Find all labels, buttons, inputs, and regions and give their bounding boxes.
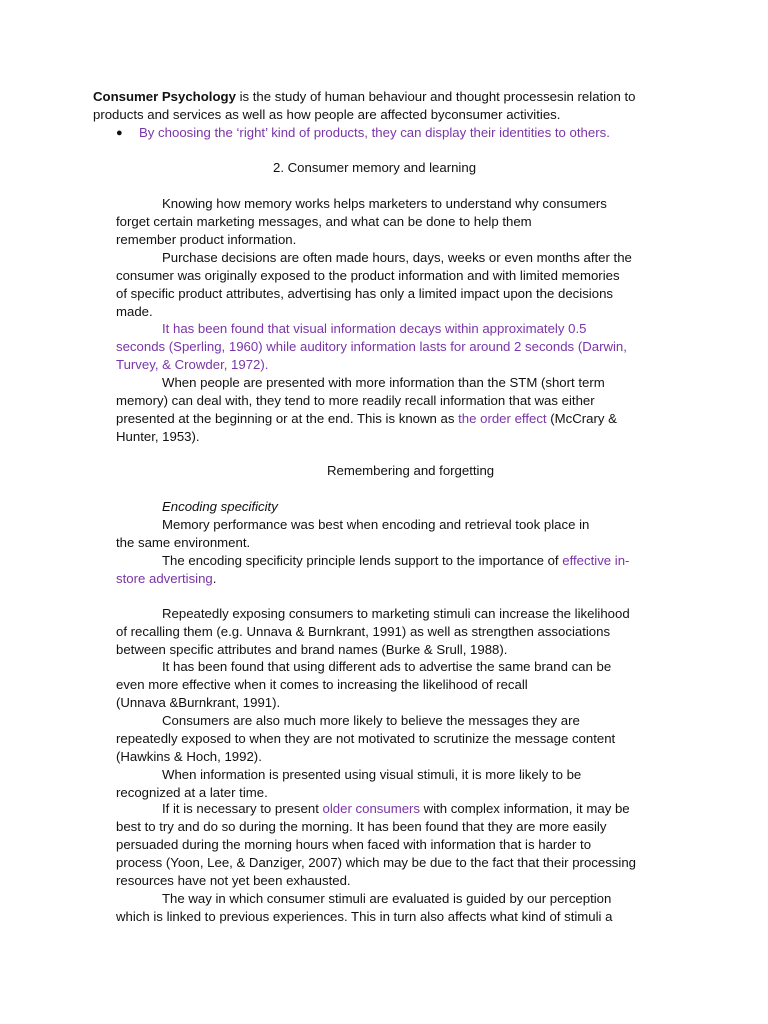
paragraph-line: It has been found that using different ads to advertise the same brand can be (162, 659, 612, 674)
paragraph-line: which is linked to previous experiences. This in turn also affects what kind of stimuli a (116, 909, 613, 924)
intro-term: Consumer Psychology (93, 89, 236, 104)
paragraph-line: Knowing how memory works helps marketers to understand why consumers (162, 196, 607, 211)
text-span: The encoding specificity principle lends support to the importance of (162, 553, 563, 568)
intro-line-2: products and services as well as how people are affected byconsumer activities. (93, 107, 561, 122)
paragraph-line: Memory performance was best when encoding and retrieval took place in (162, 517, 590, 532)
paragraph-line: Repeatedly exposing consumers to marketing stimuli can increase the likelihood (162, 606, 630, 621)
intro-text: is the study of human behaviour and thought processesin relation to (235, 89, 636, 104)
paragraph-line (116, 410, 617, 428)
bullet-text: By choosing the ‘right’ kind of products, they can display their identities to others. (139, 125, 610, 140)
paragraph-line: made. (116, 304, 153, 319)
text-span: with complex information, it may be (420, 801, 630, 816)
older-consumers-link[interactable]: older consumers (322, 801, 421, 816)
text-span: If it is necessary to present (162, 801, 323, 816)
paragraph-line: When information is presented using visual stimuli, it is more likely to be (162, 767, 582, 782)
highlight-line: It has been found that visual information decays within approximately 0.5 (162, 321, 587, 336)
order-effect-link[interactable]: the order effect (458, 411, 547, 426)
instore-advertising-link[interactable]: store advertising (116, 571, 213, 586)
section-heading: Remembering and forgetting (327, 463, 495, 478)
text-span: presented at the beginning or at the end. This is known as (116, 411, 459, 426)
paragraph-line: Consumers are also much more likely to believe the messages they are (162, 713, 580, 728)
paragraph-line: of recalling them (e.g. Unnava & Burnkrant, 1991) as well as strengthen associations (116, 624, 611, 639)
instore-advertising-link[interactable]: effective in- (562, 553, 630, 568)
paragraph-line: of specific product attributes, advertising has only a limited impact upon the decisions (116, 286, 613, 301)
highlight-line: Turvey, & Crowder, 1972). (116, 357, 269, 372)
paragraph-line: remember product information. (116, 232, 297, 247)
subheading: Encoding specificity (162, 499, 278, 514)
paragraph-line: best to try and do so during the morning. It has been found that they are more easily (116, 819, 607, 834)
paragraph-line: resources have not yet been exhausted. (116, 873, 351, 888)
paragraph-line: When people are presented with more information than the STM (short term (162, 375, 605, 390)
paragraph-line: The way in which consumer stimuli are evaluated is guided by our perception (162, 891, 612, 906)
paragraph-line: (Unnava &Burnkrant, 1991). (116, 695, 281, 710)
paragraph-line: between specific attributes and brand names (Burke & Srull, 1988). (116, 642, 508, 657)
paragraph-line: process (Yoon, Lee, & Danziger, 2007) which may be due to the fact that their processing (116, 855, 636, 870)
text-span: . (212, 571, 217, 586)
paragraph-line: repeatedly exposed to when they are not motivated to scrutinize the message content (116, 731, 616, 746)
paragraph-line: Purchase decisions are often made hours, days, weeks or even months after the (162, 250, 632, 265)
paragraph-line: (Hawkins & Hoch, 1992). (116, 749, 262, 764)
intro-line-1 (93, 88, 635, 106)
text-span: (McCrary & (546, 411, 617, 426)
paragraph-line: even more effective when it comes to increasing the likelihood of recall (116, 677, 528, 692)
paragraph-line: consumer was originally exposed to the product information and with limited memories (116, 268, 620, 283)
bullet-marker: ● (116, 127, 123, 139)
paragraph-line: recognized at a later time. (116, 785, 268, 800)
paragraph-line (116, 570, 216, 588)
paragraph-line: the same environment. (116, 535, 251, 550)
paragraph-line: Hunter, 1953). (116, 429, 200, 444)
section-heading: 2. Consumer memory and learning (273, 160, 477, 175)
highlight-line: seconds (Sperling, 1960) while auditory information lasts for around 2 seconds (Darwin, (116, 339, 627, 354)
paragraph-line: persuaded during the morning hours when faced with information that is harder to (116, 837, 592, 852)
paragraph-line (162, 800, 630, 818)
paragraph-line (162, 552, 629, 570)
paragraph-line: memory) can deal with, they tend to more readily recall information that was either (116, 393, 595, 408)
paragraph-line: forget certain marketing messages, and what can be done to help them (116, 214, 532, 229)
